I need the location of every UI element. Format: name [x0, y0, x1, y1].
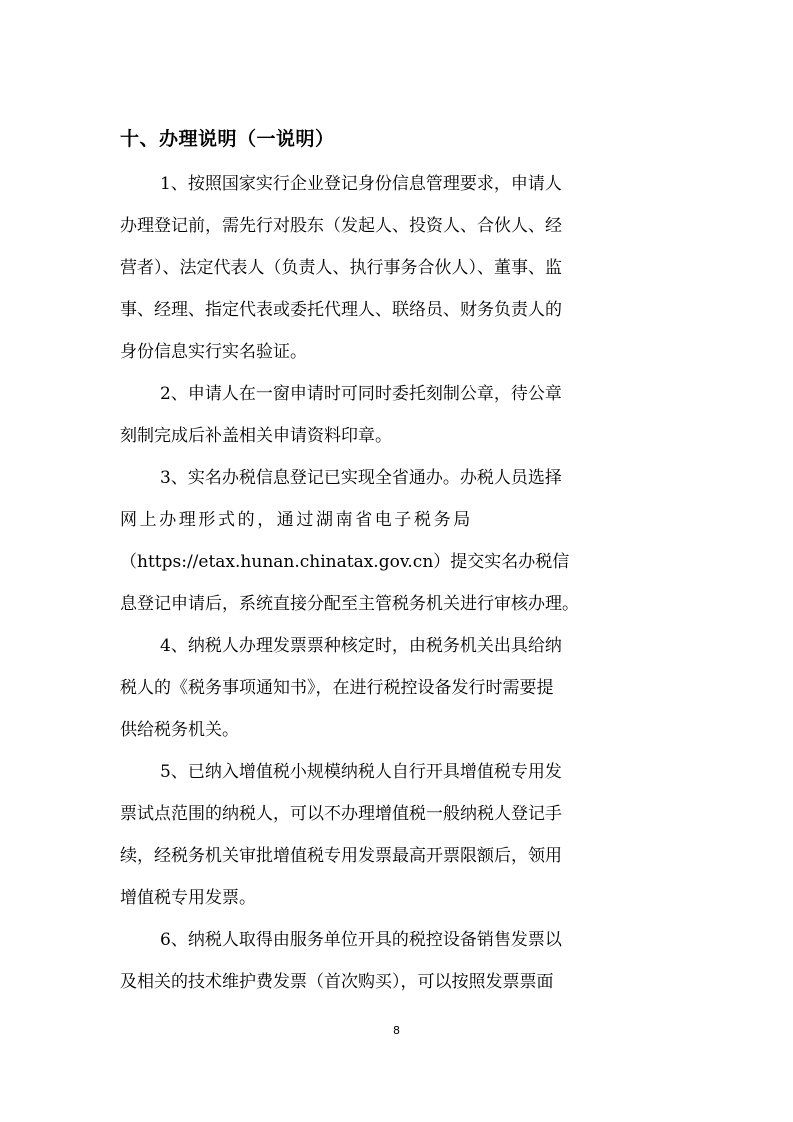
paragraph-2-line-2: 刻制完成后补盖相关申请资料印章。 — [120, 426, 392, 446]
paragraph-4-line-3: 供给税务机关。 — [120, 720, 239, 740]
paragraph-5-line-4: 增值税专用发票。 — [120, 888, 256, 908]
paragraph-3-line-3: （https://etax.hunan.chinatax.gov.cn）提交实名办税信 — [120, 552, 570, 572]
paragraph-4-line-2: 税人的《税务事项通知书》，在进行税控设备发行时需要提 — [120, 678, 554, 698]
paragraph-3-line-1: 3、实名办税信息登记已实现全省通办。办税人员选择 — [160, 468, 562, 488]
page-number: 8 — [393, 1024, 400, 1037]
paragraph-6-line-1: 6、纳税人取得由服务单位开具的税控设备销售发票以 — [160, 930, 562, 950]
section-heading: 十、办理说明（一说明） — [120, 128, 335, 150]
paragraph-5-line-3: 续，经税务机关审批增值税专用发票最高开票限额后，领用 — [120, 846, 562, 866]
paragraph-1-line-5: 身份信息实行实名验证。 — [120, 342, 307, 362]
paragraph-3-line-4: 息登记申请后，系统直接分配至主管税务机关进行审核办理。 — [120, 594, 579, 614]
paragraph-1-line-2: 办理登记前，需先行对股东（发起人、投资人、合伙人、经 — [120, 216, 562, 236]
paragraph-4-line-1: 4、纳税人办理发票票种核定时，由税务机关出具给纳 — [160, 636, 562, 656]
paragraph-1-line-1: 1、按照国家实行企业登记身份信息管理要求，申请人 — [160, 174, 562, 194]
paragraph-2-line-1: 2、申请人在一窗申请时可同时委托刻制公章，待公章 — [160, 384, 562, 404]
paragraph-3-line-2: 网上办理形式的，通过湖南省电子税务局 — [120, 510, 473, 530]
paragraph-5-line-2: 票试点范围的纳税人，可以不办理增值税一般纳税人登记手 — [120, 804, 562, 824]
paragraph-1-line-3: 营者）、法定代表人（负责人、执行事务合伙人）、董事、监 — [120, 258, 562, 278]
paragraph-5-line-1: 5、已纳入增值税小规模纳税人自行开具增值税专用发 — [160, 762, 562, 782]
paragraph-6-line-2: 及相关的技术维护费发票（首次购买），可以按照发票票面 — [120, 972, 554, 992]
paragraph-1-line-4: 事、经理、指定代表或委托代理人、联络员、财务负责人的 — [120, 300, 562, 320]
